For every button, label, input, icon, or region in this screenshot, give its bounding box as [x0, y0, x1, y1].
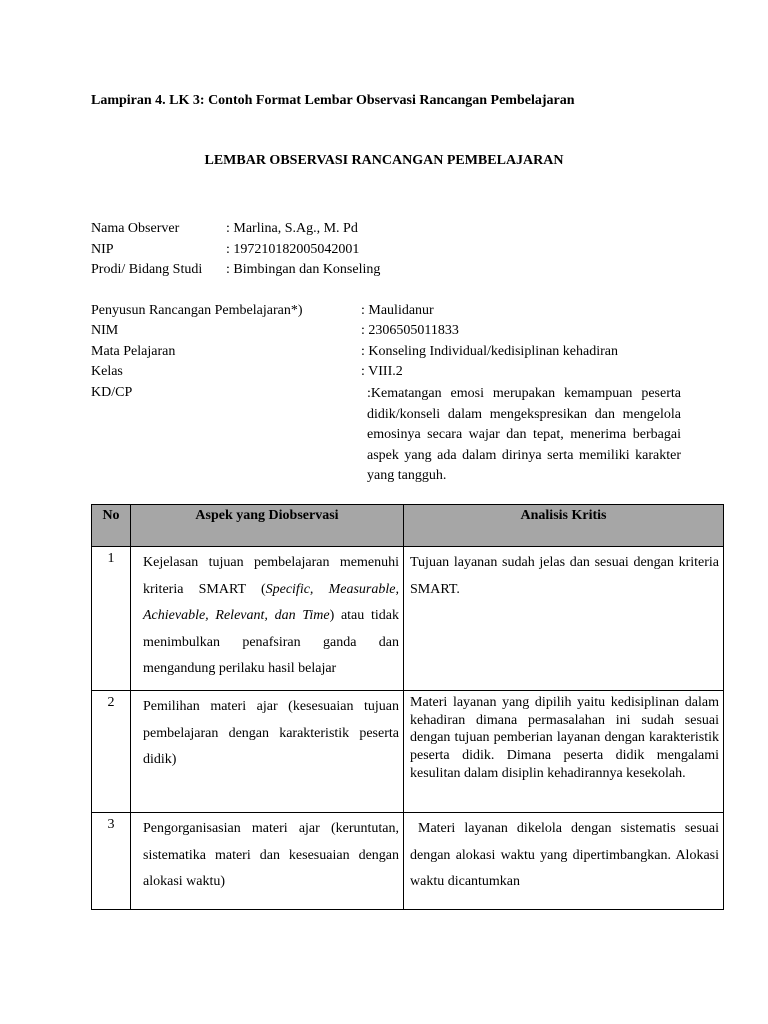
- nim-label: NIM: [91, 323, 119, 338]
- aspek-cell: [131, 547, 404, 691]
- header-no: No: [92, 505, 131, 547]
- document-heading: Lampiran 4. LK 3: Contoh Format Lembar Observasi Rancangan Pembelajaran: [91, 93, 575, 108]
- header-aspek: Aspek yang Diobservasi: [131, 505, 404, 547]
- kdcp-value: :Kematangan emosi merupakan kemampuan peserta didik/konseli dalam mengekspresikan dan mengelola emosinya secara wajar dan tepat, menerima berbagai aspek yang ada dalam dirinya serta memiliki karakter yang tangguh.: [367, 386, 681, 483]
- aspek-text-continued: ) atau tidak menimbulkan penafsiran ganda dan mengandung perilaku hasil belajar: [143, 608, 399, 676]
- observer-name-value: : Marlina, S.Ag., M. Pd: [226, 221, 358, 236]
- table-row: [92, 813, 724, 910]
- nim-value: : 2306505011833: [361, 323, 459, 338]
- analisis-cell: Materi layanan yang dipilih yaitu kedisiplinan dalam kehadiran dimana permasalahan ini sudah sesuai dengan tujuan pemberian layanan dengan karakteristik peserta didik. Dimana peserta didik mengalami kesulitan dalam disiplin kehadirannya kesekolah.: [404, 691, 724, 813]
- table-row: [92, 691, 724, 813]
- table-header-row: [92, 505, 724, 547]
- kdcp-label: KD/CP: [91, 385, 133, 400]
- aspek-cell: Pemilihan materi ajar (kesesuaian tujuan pembelajaran dengan karakteristik peserta didik): [131, 691, 404, 813]
- observer-prodi-value: : Bimbingan dan Konseling: [226, 262, 381, 277]
- analisis-cell: Tujuan layanan sudah jelas dan sesuai dengan kriteria SMART.: [404, 547, 724, 691]
- penyusun-label: Penyusun Rancangan Pembelajaran*): [91, 303, 303, 318]
- observer-prodi-label: Prodi/ Bidang Studi: [91, 262, 203, 277]
- row-number: 3: [92, 813, 131, 910]
- aspek-text: Kejelasan tujuan pembelajaran memenuhi kriteria SMART (: [143, 555, 399, 597]
- aspek-cell: Pengorganisasian materi ajar (keruntutan, sistematika materi dan kesesuaian dengan alokasi waktu): [131, 813, 404, 910]
- header-analisis: Analisis Kritis: [404, 505, 724, 547]
- kelas-value: : VIII.2: [361, 364, 403, 379]
- document-title: LEMBAR OBSERVASI RANCANGAN PEMBELAJARAN: [204, 153, 564, 168]
- observer-name-label: Nama Observer: [91, 221, 180, 236]
- table-row: [92, 547, 724, 691]
- kelas-label: Kelas: [91, 364, 123, 379]
- aspek-smart-criteria: Specific, Measurable, Achievable, Relevant, dan Time: [143, 581, 399, 623]
- mapel-label: Mata Pelajaran: [91, 344, 176, 359]
- mapel-value: : Konseling Individual/kedisiplinan kehadiran: [361, 344, 619, 359]
- row-number: 1: [92, 547, 131, 691]
- observation-table: [91, 504, 724, 910]
- analisis-cell: Materi layanan dikelola dengan sistematis sesuai dengan alokasi waktu yang dipertimbangkan. Alokasi waktu dicantumkan: [404, 813, 724, 910]
- observer-nip-value: : 197210182005042001: [226, 242, 360, 257]
- observer-nip-label: NIP: [91, 242, 114, 257]
- penyusun-value: : Maulidanur: [361, 303, 434, 318]
- row-number: 2: [92, 691, 131, 813]
